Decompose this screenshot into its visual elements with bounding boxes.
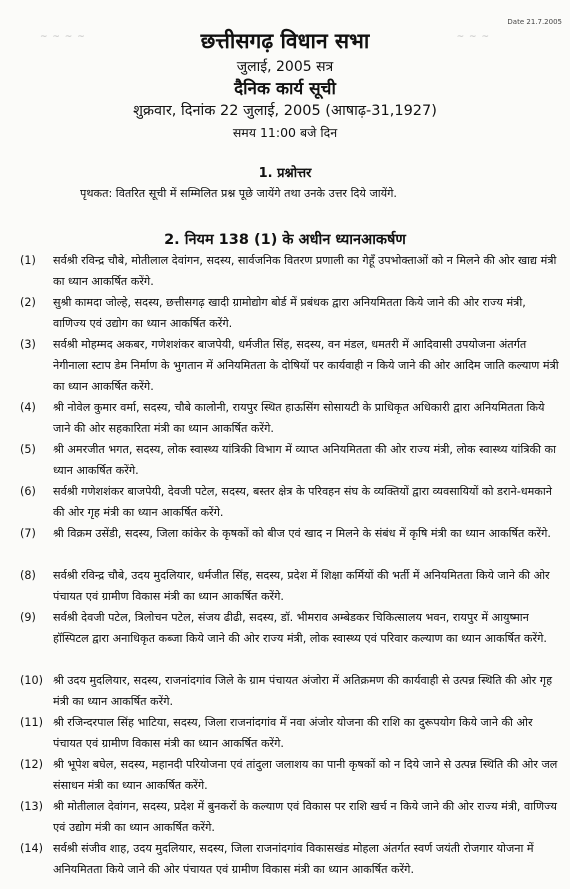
item-number: (4) <box>20 401 36 414</box>
item-number: (1) <box>20 254 36 267</box>
item-text: सर्वश्री संजीव शाह, उदय मुदलियार, सदस्य, जिला राजनांदगांव विकासखंड मोहला अंतर्गत स्वर्ण जयंती रोजगार योजना में अनियमितता किये जाने की ओर पंचायत एवं ग्रामीण विकास मंत्री का ध्यान आकर्षित करेंगे. <box>53 842 534 876</box>
corner-date-stamp: Date 21.7.2005 <box>507 18 562 26</box>
list-item <box>20 481 562 523</box>
section2-title: 2. नियम 138 (1) के अधीन ध्यानआकर्षण <box>164 232 406 248</box>
date-line: शुक्रवार, दिनांक 22 जुलाई, 2005 (आषाढ़-31,1927) <box>133 103 437 119</box>
item-number: (12) <box>20 758 43 771</box>
list-item <box>20 292 562 334</box>
item-number: (5) <box>20 443 36 456</box>
list-item <box>20 334 562 397</box>
section1-body: पृथकत: वितरित सूची में सम्मिलित प्रश्न पूछे जायेंगे तथा उनके उत्तर दिये जायेंगे. <box>80 187 397 200</box>
item-text: श्री नोवेल कुमार वर्मा, सदस्य, चौबे कालोनी, रायपुर स्थित हाऊसिंग सोसायटी के प्राधिकृत अधिकारी द्वारा अनियमितता किये जाने की ओर सहकारिता मंत्री का ध्यान आकर्षित करेंगे. <box>53 401 545 435</box>
item-text: सुश्री कामदा जोल्हे, सदस्य, छत्तीसगढ़ खादी ग्रामोद्योग बोर्ड में प्रबंधक द्वारा अनियमितता किये जाने की ओर राज्य मंत्री, वाणिज्य एवं उद्योग का ध्यान आकर्षित करेंगे. <box>53 296 526 330</box>
item-number: (11) <box>20 716 43 729</box>
item-text: श्री उदय मुदलियार, सदस्य, राजनांदगांव जिले के ग्राम पंचायत अंजोरा में अतिक्रमण की कार्यवाही से उत्पन्न स्थिति की ओर गृह मंत्री का ध्यान आकर्षित करेंगे. <box>53 674 553 708</box>
list-item <box>20 670 562 712</box>
item-number: (8) <box>20 569 36 582</box>
item-number: (9) <box>20 611 36 624</box>
item-number: (7) <box>20 527 36 540</box>
list-item <box>20 607 562 649</box>
list-item <box>20 439 562 481</box>
item-number: (2) <box>20 296 36 309</box>
list-item <box>20 523 562 544</box>
faded-marking-right: ~ ~ ~ <box>456 32 490 42</box>
faded-marking-left: ~ ~ ~ ~ <box>40 32 86 42</box>
list-item <box>20 712 562 754</box>
list-item <box>20 754 562 796</box>
item-number: (14) <box>20 842 43 855</box>
item-text: सर्वश्री गणेशशंकर बाजपेयी, देवजी पटेल, सदस्य, बस्तर क्षेत्र के परिवहन संघ के व्यक्तियों द्वारा व्यवसायियों को डराने-धमकाने की ओर गृह मंत्री का ध्यान आकर्षित करेंगे. <box>53 485 553 519</box>
agenda-title: दैनिक कार्य सूची <box>234 79 336 99</box>
list-item <box>20 397 562 439</box>
list-item <box>20 250 562 292</box>
list-item <box>20 565 562 607</box>
item-number: (3) <box>20 338 36 351</box>
item-number: (10) <box>20 674 43 687</box>
item-text: सर्वश्री रविन्द्र चौबे, उदय मुदलियार, धर्मजीत सिंह, सदस्य, प्रदेश में शिक्षा कर्मियों की भर्ती में अनियमितता किये जाने की ओर पंचायत एवं ग्रामीण विकास मंत्री का ध्यान आकर्षित करेंगे. <box>53 569 550 603</box>
item-text: सर्वश्री देवजी पटेल, त्रिलोचन पटेल, संजय ढीढी, सदस्य, डॉ. भीमराव अम्बेडकर चिकित्सालय भवन, रायपुर में आयुष्मान हॉस्पिटल द्वारा अनाधिकृत कब्जा किये जाने की ओर राज्य मंत्री, लोक स्वास्थ्य एवं परिवार कल्याण का ध्यान आकर्षित करेंगे. <box>53 611 547 645</box>
item-text: श्री भूपेश बघेल, सदस्य, महानदी परियोजना एवं तांदुला जलाशय का पानी कृषकों को न दिये जाने से उत्पन्न स्थिति की ओर जल संसाधन मंत्री का ध्यान आकर्षित करेंगे. <box>53 758 558 792</box>
item-text: श्री मोतीलाल देवांगन, सदस्य, प्रदेश में बुनकरों के कल्याण एवं विकास पर राशि खर्च न किये जाने की ओर राज्य मंत्री, वाणिज्य एवं उद्योग मंत्री का ध्यान आकर्षित करेंगे. <box>53 800 558 834</box>
section1-title: 1. प्रश्नोत्तर <box>258 166 312 181</box>
assembly-title: छत्तीसगढ़ विधान सभा <box>200 29 370 53</box>
item-number: (13) <box>20 800 43 813</box>
time-line: समय 11:00 बजे दिन <box>232 125 338 140</box>
item-text: श्री अमरजीत भगत, सदस्य, लोक स्वास्थ्य यांत्रिकी विभाग में व्याप्त अनियमितता की ओर राज्य मंत्री, लोक स्वास्थ्य यांत्रिकी का ध्यान आकर्षित करेंगे. <box>53 443 557 477</box>
item-number: (6) <box>20 485 36 498</box>
list-item <box>20 838 562 880</box>
item-text: श्री विक्रम उसेंडी, सदस्य, जिला कांकेर के कृषकों को बीज एवं खाद न मिलने के संबंध में कृषि मंत्री का ध्यान आकर्षित करेंगे. <box>53 527 551 540</box>
session-line: जुलाई, 2005 सत्र <box>236 59 334 75</box>
item-text: सर्वश्री मोहम्मद अकबर, गणेशशंकर बाजपेयी, धर्मजीत सिंह, सदस्य, वन मंडल, धमतरी में आदिवासी उपयोजना अंतर्गत नेगीनाला स्टाप डेम निर्माण के भुगतान में अनियमितता के दोषियों पर कार्यवाही न किये जाने की ओर आदिम जाति कल्याण मंत्री का ध्यान आकर्षित करेंगे. <box>53 338 559 393</box>
item-text: सर्वश्री रविन्द्र चौबे, मोतीलाल देवांगन, सदस्य, सार्वजनिक वितरण प्रणाली का गेहूँ उपभोक्ताओं को न मिलने की ओर खाद्य मंत्री का ध्यान आकर्षित करेंगे. <box>53 254 557 288</box>
list-item <box>20 796 562 838</box>
item-text: श्री रजिन्दरपाल सिंह भाटिया, सदस्य, जिला राजनांदगांव में नवा अंजोर योजना की राशि का दुरूपयोग किये जाने की ओर पंचायत एवं ग्रामीण विकास मंत्री का ध्यान आकर्षित करेंगे. <box>53 716 533 750</box>
